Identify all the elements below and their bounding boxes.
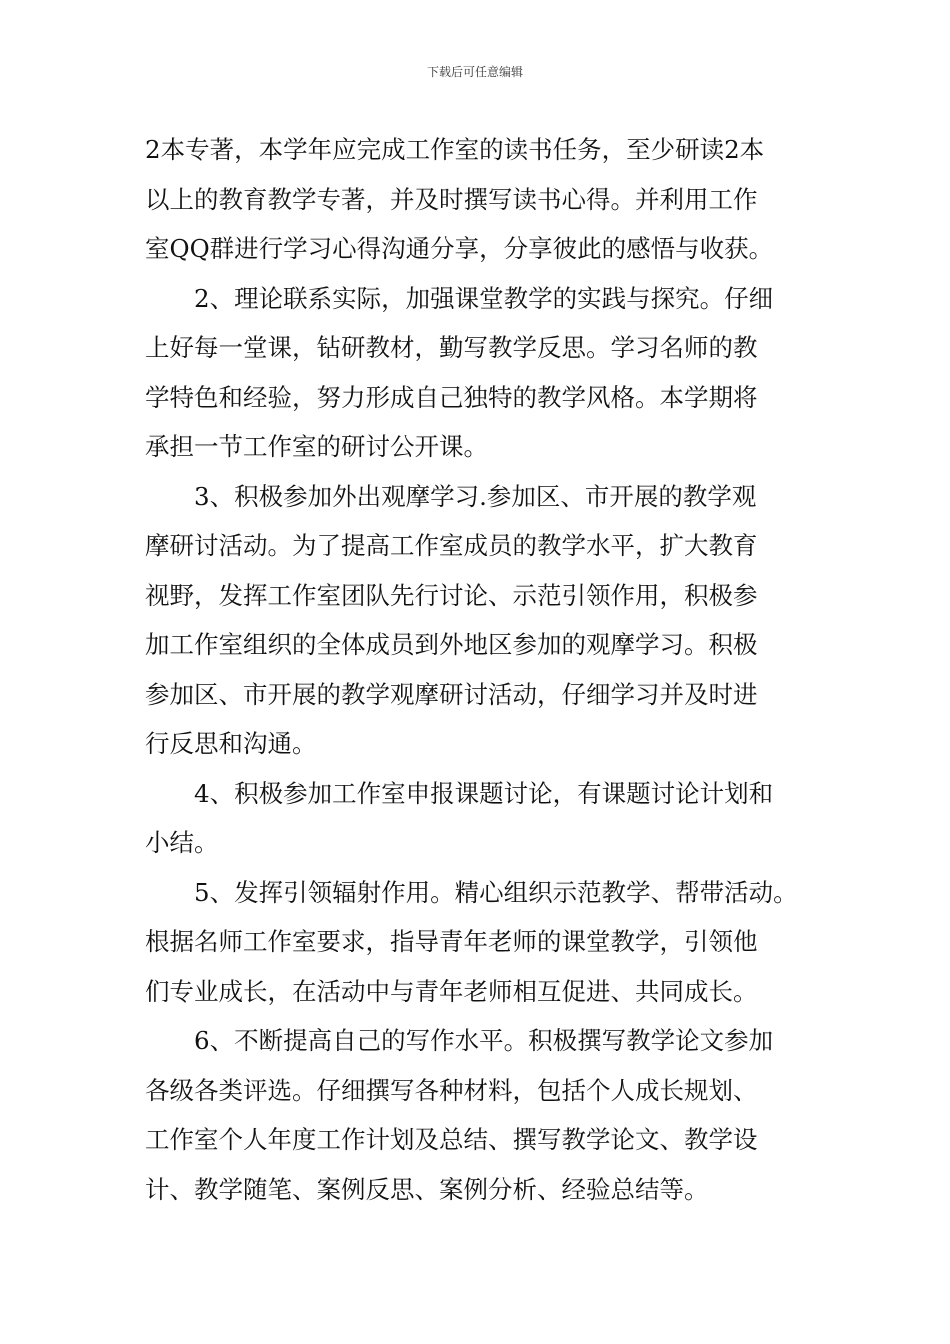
text-line: 5、发挥引领辐射作用。精心组织示范教学、帮带活动。 xyxy=(194,877,798,907)
text-line: 们专业成长，在活动中与青年老师相互促进、共同成长。 xyxy=(145,976,758,1006)
text-line: 摩研讨活动。为了提高工作室成员的教学水平，扩大教育 xyxy=(145,531,758,560)
text-line: 2、理论联系实际，加强课堂教学的实践与探究。仔细 xyxy=(194,283,774,313)
text-line: 6、不断提高自己的写作水平。积极撰写教学论文参加 xyxy=(194,1026,774,1055)
text-line: 行反思和沟通。 xyxy=(145,729,317,758)
text-line: 参加区、市开展的教学观摩研讨活动，仔细学习并及时进 xyxy=(145,679,758,709)
text-line: 学特色和经验，努力形成自己独特的教学风格。本学期将 xyxy=(145,382,758,412)
text-line: 工作室个人年度工作计划及总结、撰写教学论文、教学设 xyxy=(145,1125,758,1154)
body-text xyxy=(145,125,813,1214)
text-line: 各级各类评选。仔细撰写各种材料，包括个人成长规划、 xyxy=(145,1075,758,1105)
text-line: 视野，发挥工作室团队先行讨论、示范引领作用，积极参 xyxy=(145,580,758,610)
page-header xyxy=(0,64,950,80)
text-line: 以上的教育教学专著，并及时撰写读书心得。并利用工作 xyxy=(145,184,758,214)
text-line: 小结。 xyxy=(145,828,219,857)
text-line: 承担一节工作室的研讨公开课。 xyxy=(145,432,488,461)
text-line: 2本专著，本学年应完成工作室的读书任务，至少研读2本 xyxy=(145,135,765,164)
text-line: 根据名师工作室要求，指导青年老师的课堂教学，引领他 xyxy=(145,927,758,956)
text-line: 计、教学随笔、案例反思、案例分析、经验总结等。 xyxy=(145,1174,709,1204)
text-line: 4、积极参加工作室申报课题讨论，有课题讨论计划和 xyxy=(194,778,774,808)
text-line: 上好每一堂课，钻研教材，勤写教学反思。学习名师的教 xyxy=(145,333,758,362)
header-text: 下载后可任意编辑 xyxy=(426,65,523,79)
text-line: 3、积极参加外出观摩学习.参加区、市开展的教学观 xyxy=(194,481,757,511)
text-line: 加工作室组织的全体成员到外地区参加的观摩学习。积极 xyxy=(145,630,758,659)
text-line: 室QQ群进行学习心得沟通分享，分享彼此的感悟与收获。 xyxy=(145,234,774,263)
